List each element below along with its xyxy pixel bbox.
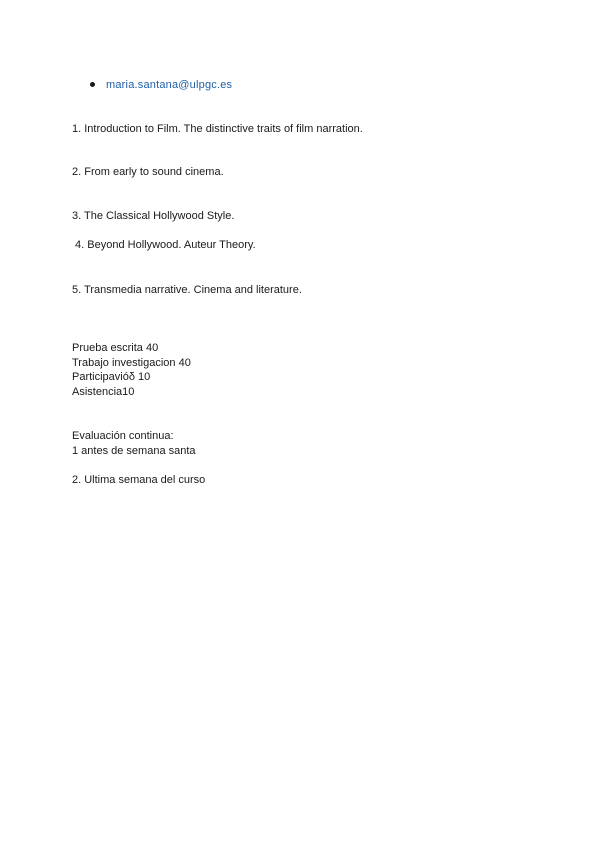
continuous-evaluation-item-2: 2. Ultima semana del curso [72,474,206,486]
email-link[interactable]: maria.santana@ulpgc.es [106,79,233,91]
topic-1: 1. Introduction to Film. The distinctive traits of film narration. [72,123,363,135]
topic-2: 2. From early to sound cinema. [72,166,224,178]
grading-item-exam: Prueba escrita 40 [72,342,159,354]
grading-item-research: Trabajo investigacion 40 [72,357,191,369]
topic-3: 3. The Classical Hollywood Style. [72,210,235,222]
bullet-dot-icon [90,82,95,87]
grading-item-attendance: Asistencia10 [72,386,135,398]
continuous-evaluation-item-1: 1 antes de semana santa [72,445,196,457]
topic-4: 4. Beyond Hollywood. Auteur Theory. [72,239,256,251]
continuous-evaluation-heading: Evaluación continua: [72,430,174,442]
grading-item-participation: Participavióδ 10 [72,371,151,383]
contact-bullet-item [90,78,232,92]
topic-5: 5. Transmedia narrative. Cinema and literature. [72,284,302,296]
